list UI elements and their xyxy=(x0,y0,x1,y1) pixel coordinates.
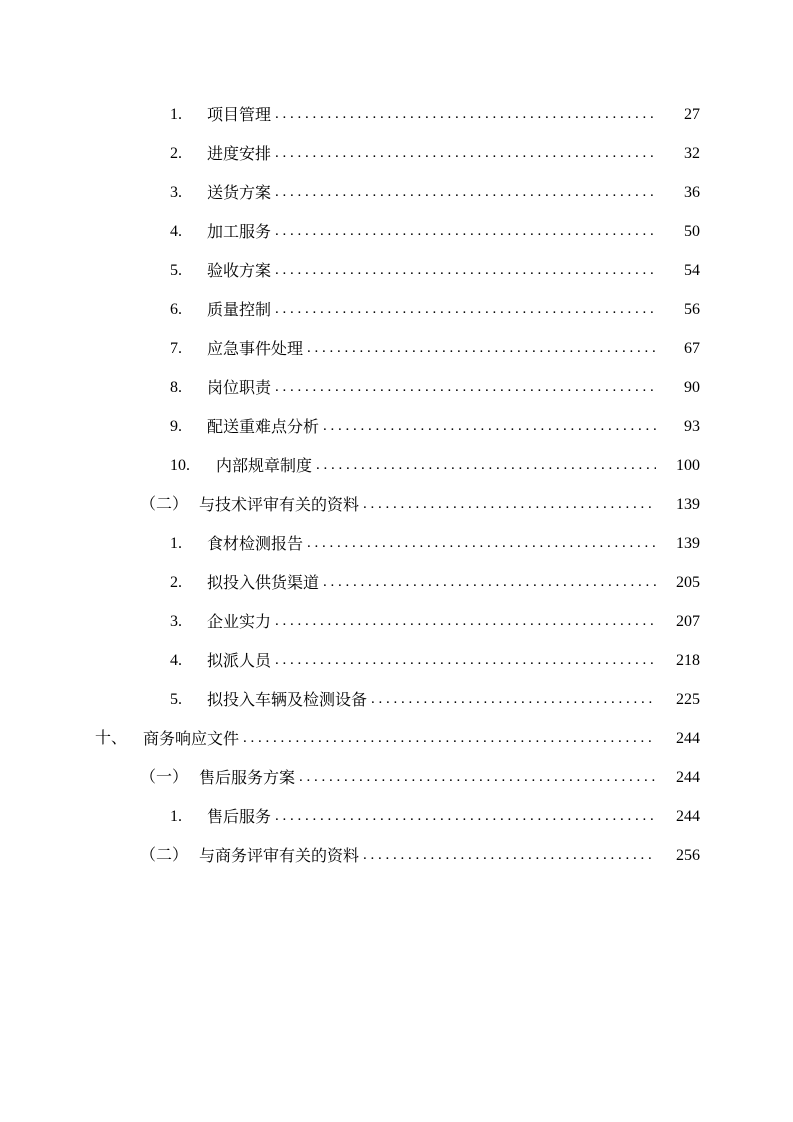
toc-entry[interactable] xyxy=(0,680,700,719)
toc-entry[interactable] xyxy=(0,485,700,524)
toc-entry-title: 进度安排 xyxy=(207,144,272,163)
toc-entry[interactable] xyxy=(0,719,700,758)
toc-entry-page: 54 xyxy=(684,262,700,279)
toc-entry-page: 244 xyxy=(676,808,700,825)
toc-entry[interactable] xyxy=(0,641,700,680)
toc-entry[interactable] xyxy=(0,134,700,173)
toc-entry[interactable] xyxy=(0,836,700,875)
toc-entry-page: 244 xyxy=(676,730,700,747)
toc-leader-dots xyxy=(275,251,656,290)
toc-entry-page: 93 xyxy=(684,418,700,435)
toc-leader-dots xyxy=(275,212,656,251)
toc-entry-number: （二） xyxy=(140,847,189,864)
toc-entry-title: 配送重难点分析 xyxy=(207,417,320,436)
toc-entry-number: 6. xyxy=(170,301,182,318)
toc-entry-number: 4. xyxy=(170,652,182,669)
toc-entry[interactable] xyxy=(0,212,700,251)
toc-entry-page: 256 xyxy=(676,847,700,864)
toc-entry-title: 商务响应文件 xyxy=(143,729,240,748)
table-of-contents xyxy=(0,95,793,875)
toc-leader-dots xyxy=(371,680,656,719)
toc-entry-title: 岗位职责 xyxy=(207,378,272,397)
toc-leader-dots xyxy=(275,641,656,680)
toc-leader-dots xyxy=(299,758,656,797)
toc-leader-dots xyxy=(275,134,656,173)
toc-entry-title: 加工服务 xyxy=(207,222,272,241)
toc-entry-number: （一） xyxy=(140,769,189,786)
toc-leader-dots xyxy=(243,719,656,758)
toc-entry-page: 32 xyxy=(684,145,700,162)
toc-leader-dots xyxy=(307,524,656,563)
toc-entry-page: 90 xyxy=(684,379,700,396)
toc-entry[interactable] xyxy=(0,563,700,602)
toc-entry-page: 56 xyxy=(684,301,700,318)
toc-entry[interactable] xyxy=(0,446,700,485)
toc-entry-number: （二） xyxy=(140,496,189,513)
toc-entry-title: 质量控制 xyxy=(207,300,272,319)
toc-entry-title: 与商务评审有关的资料 xyxy=(199,846,360,865)
toc-entry-title: 拟投入供货渠道 xyxy=(207,573,320,592)
toc-entry[interactable] xyxy=(0,368,700,407)
toc-entry-title: 食材检测报告 xyxy=(207,534,304,553)
toc-entry-page: 205 xyxy=(676,574,700,591)
toc-entry-title: 应急事件处理 xyxy=(207,339,304,358)
toc-leader-dots xyxy=(275,797,656,836)
toc-entry-number: 7. xyxy=(170,340,182,357)
toc-entry-page: 225 xyxy=(676,691,700,708)
toc-entry[interactable] xyxy=(0,758,700,797)
toc-entry-title: 售后服务方案 xyxy=(199,768,296,787)
toc-entry-number: 2. xyxy=(170,574,182,591)
toc-leader-dots xyxy=(363,485,656,524)
toc-entry-number: 10. xyxy=(170,457,190,474)
toc-entry[interactable] xyxy=(0,329,700,368)
toc-entry-page: 139 xyxy=(676,496,700,513)
toc-entry-page: 218 xyxy=(676,652,700,669)
toc-entry-number: 8. xyxy=(170,379,182,396)
toc-entry-page: 67 xyxy=(684,340,700,357)
toc-entry-page: 27 xyxy=(684,106,700,123)
toc-leader-dots xyxy=(275,173,656,212)
toc-entry-number: 十、 xyxy=(95,730,128,747)
toc-entry-number: 4. xyxy=(170,223,182,240)
toc-leader-dots xyxy=(323,407,656,446)
toc-leader-dots xyxy=(323,563,656,602)
toc-leader-dots xyxy=(363,836,656,875)
toc-leader-dots xyxy=(275,95,656,134)
toc-leader-dots xyxy=(275,602,656,641)
toc-entry-title: 售后服务 xyxy=(207,807,272,826)
toc-entry-title: 拟投入车辆及检测设备 xyxy=(207,690,368,709)
toc-entry-title: 项目管理 xyxy=(207,105,272,124)
toc-entry[interactable] xyxy=(0,95,700,134)
toc-entry-number: 5. xyxy=(170,691,182,708)
toc-entry[interactable] xyxy=(0,290,700,329)
toc-entry-number: 1. xyxy=(170,535,182,552)
toc-leader-dots xyxy=(275,368,656,407)
toc-entry-page: 36 xyxy=(684,184,700,201)
toc-entry-number: 9. xyxy=(170,418,182,435)
toc-entry[interactable] xyxy=(0,524,700,563)
toc-entry[interactable] xyxy=(0,602,700,641)
toc-entry-number: 3. xyxy=(170,184,182,201)
toc-entry[interactable] xyxy=(0,173,700,212)
toc-entry-page: 100 xyxy=(676,457,700,474)
toc-entry-number: 5. xyxy=(170,262,182,279)
toc-entry-title: 与技术评审有关的资料 xyxy=(199,495,360,514)
toc-entry-page: 207 xyxy=(676,613,700,630)
toc-entry-number: 3. xyxy=(170,613,182,630)
toc-entry-title: 送货方案 xyxy=(207,183,272,202)
toc-entry-title: 验收方案 xyxy=(207,261,272,280)
toc-entry[interactable] xyxy=(0,251,700,290)
toc-leader-dots xyxy=(307,329,656,368)
toc-leader-dots xyxy=(275,290,656,329)
toc-entry-number: 1. xyxy=(170,808,182,825)
toc-entry-page: 244 xyxy=(676,769,700,786)
toc-entry-number: 2. xyxy=(170,145,182,162)
toc-entry[interactable] xyxy=(0,407,700,446)
toc-entry[interactable] xyxy=(0,797,700,836)
toc-entry-page: 50 xyxy=(684,223,700,240)
toc-entry-title: 拟派人员 xyxy=(207,651,272,670)
toc-entry-page: 139 xyxy=(676,535,700,552)
toc-entry-title: 内部规章制度 xyxy=(216,456,313,475)
toc-leader-dots xyxy=(316,446,656,485)
toc-entry-title: 企业实力 xyxy=(207,612,272,631)
toc-entry-number: 1. xyxy=(170,106,182,123)
